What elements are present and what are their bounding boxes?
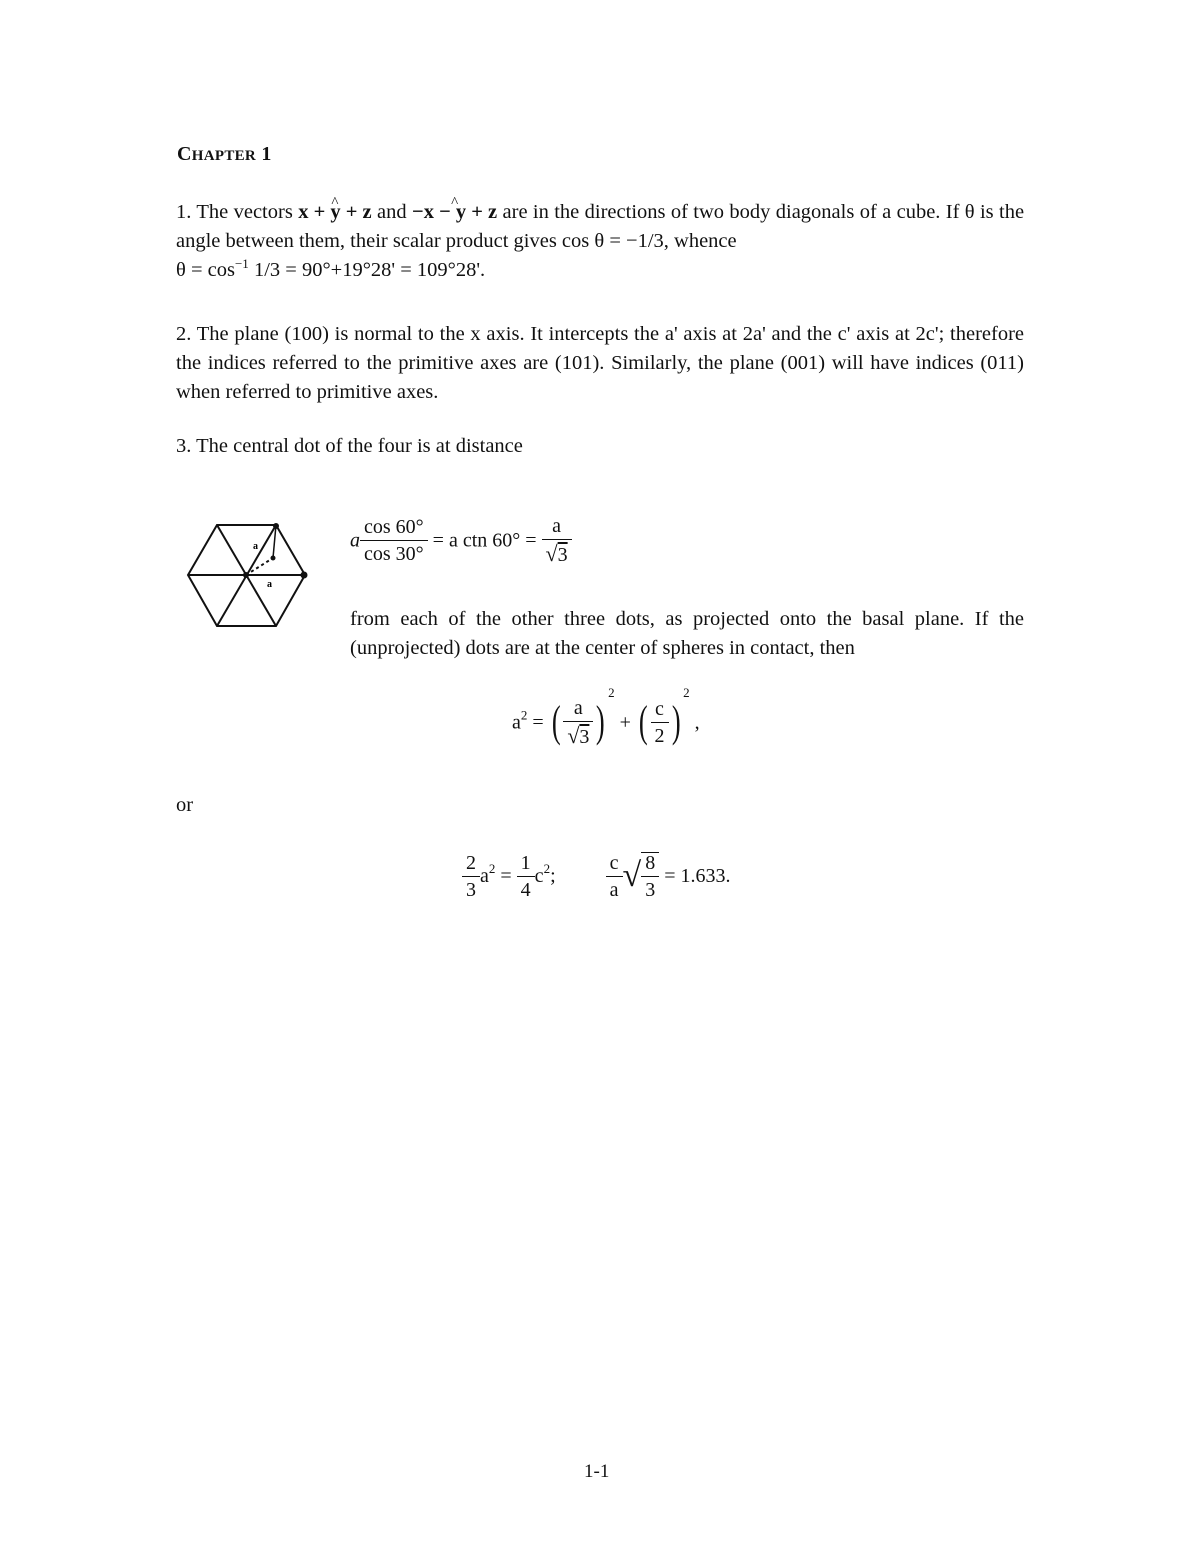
- p1-text: are in the directions of two body diagonals of a cube. If θ is the angle between them, their scalar product gives cos θ = −1/3, whence: [176, 201, 1025, 252]
- chapter-heading: CHAPTER 1: [177, 143, 272, 165]
- dot-central: [271, 556, 276, 561]
- dot-top: [273, 523, 279, 529]
- equation-2: $a^2$ = ( $\frac{a}{√3}$ )$^2$ + ( $\frac{c}{2}$ )$^2$ ,: [512, 685, 700, 748]
- hexagon-figure: [180, 518, 312, 634]
- or-text: or: [176, 794, 194, 816]
- dot-right: [301, 572, 308, 579]
- paragraph-2: 2. The plane (100) is normal to the x axis. It intercepts the a' axis at 2a' and the c' axis at 2c'; therefore the indices referred to the primitive axes are (101). Similarly, the plane (001) will have indices (011) when referred to primitive axes.: [176, 323, 1024, 403]
- dashed-line: [246, 558, 273, 575]
- label-a-upper: a: [253, 541, 258, 552]
- paragraph-1: 1. The vectors ^ x + y + z and ^ −x − y + z are in the directions of two body diagonals of a cube. If θ is the angle between them, their scalar product gives cos θ = −1/3, whence $\theta = \cos^{-1} 1/3 = 90^\circ+19^\circ 28' = 109^\circ 28'$.: [176, 198, 1024, 285]
- equation-1: a $\frac{\cos 60^\circ}{\cos 30^\circ}$ = a ctn 60° = $\frac{a}{√3}$: [350, 516, 572, 565]
- paragraph-4: from each of the other three dots, as projected onto the basal plane. If the (unprojected) dots are at the center of spheres in contact, then: [350, 608, 1024, 659]
- vector-expression-2: ^ −x − y + z: [412, 198, 497, 227]
- paragraph-3: 3. The central dot of the four is at distance: [176, 435, 523, 457]
- vector-expression-1: ^ x + y + z: [298, 198, 371, 227]
- page-number: 1-1: [584, 1461, 610, 1482]
- p1-lead: 1. The vectors: [176, 201, 293, 223]
- dot-center: [243, 572, 249, 578]
- label-a-lower: a: [267, 579, 272, 590]
- equation-3: $\frac{2}{3}$ $a^2$ = $\frac{1}{4}$ $c^2$; $\frac{c}{a}$ √ $\frac{8}{3}$ = 1.633.: [462, 852, 730, 900]
